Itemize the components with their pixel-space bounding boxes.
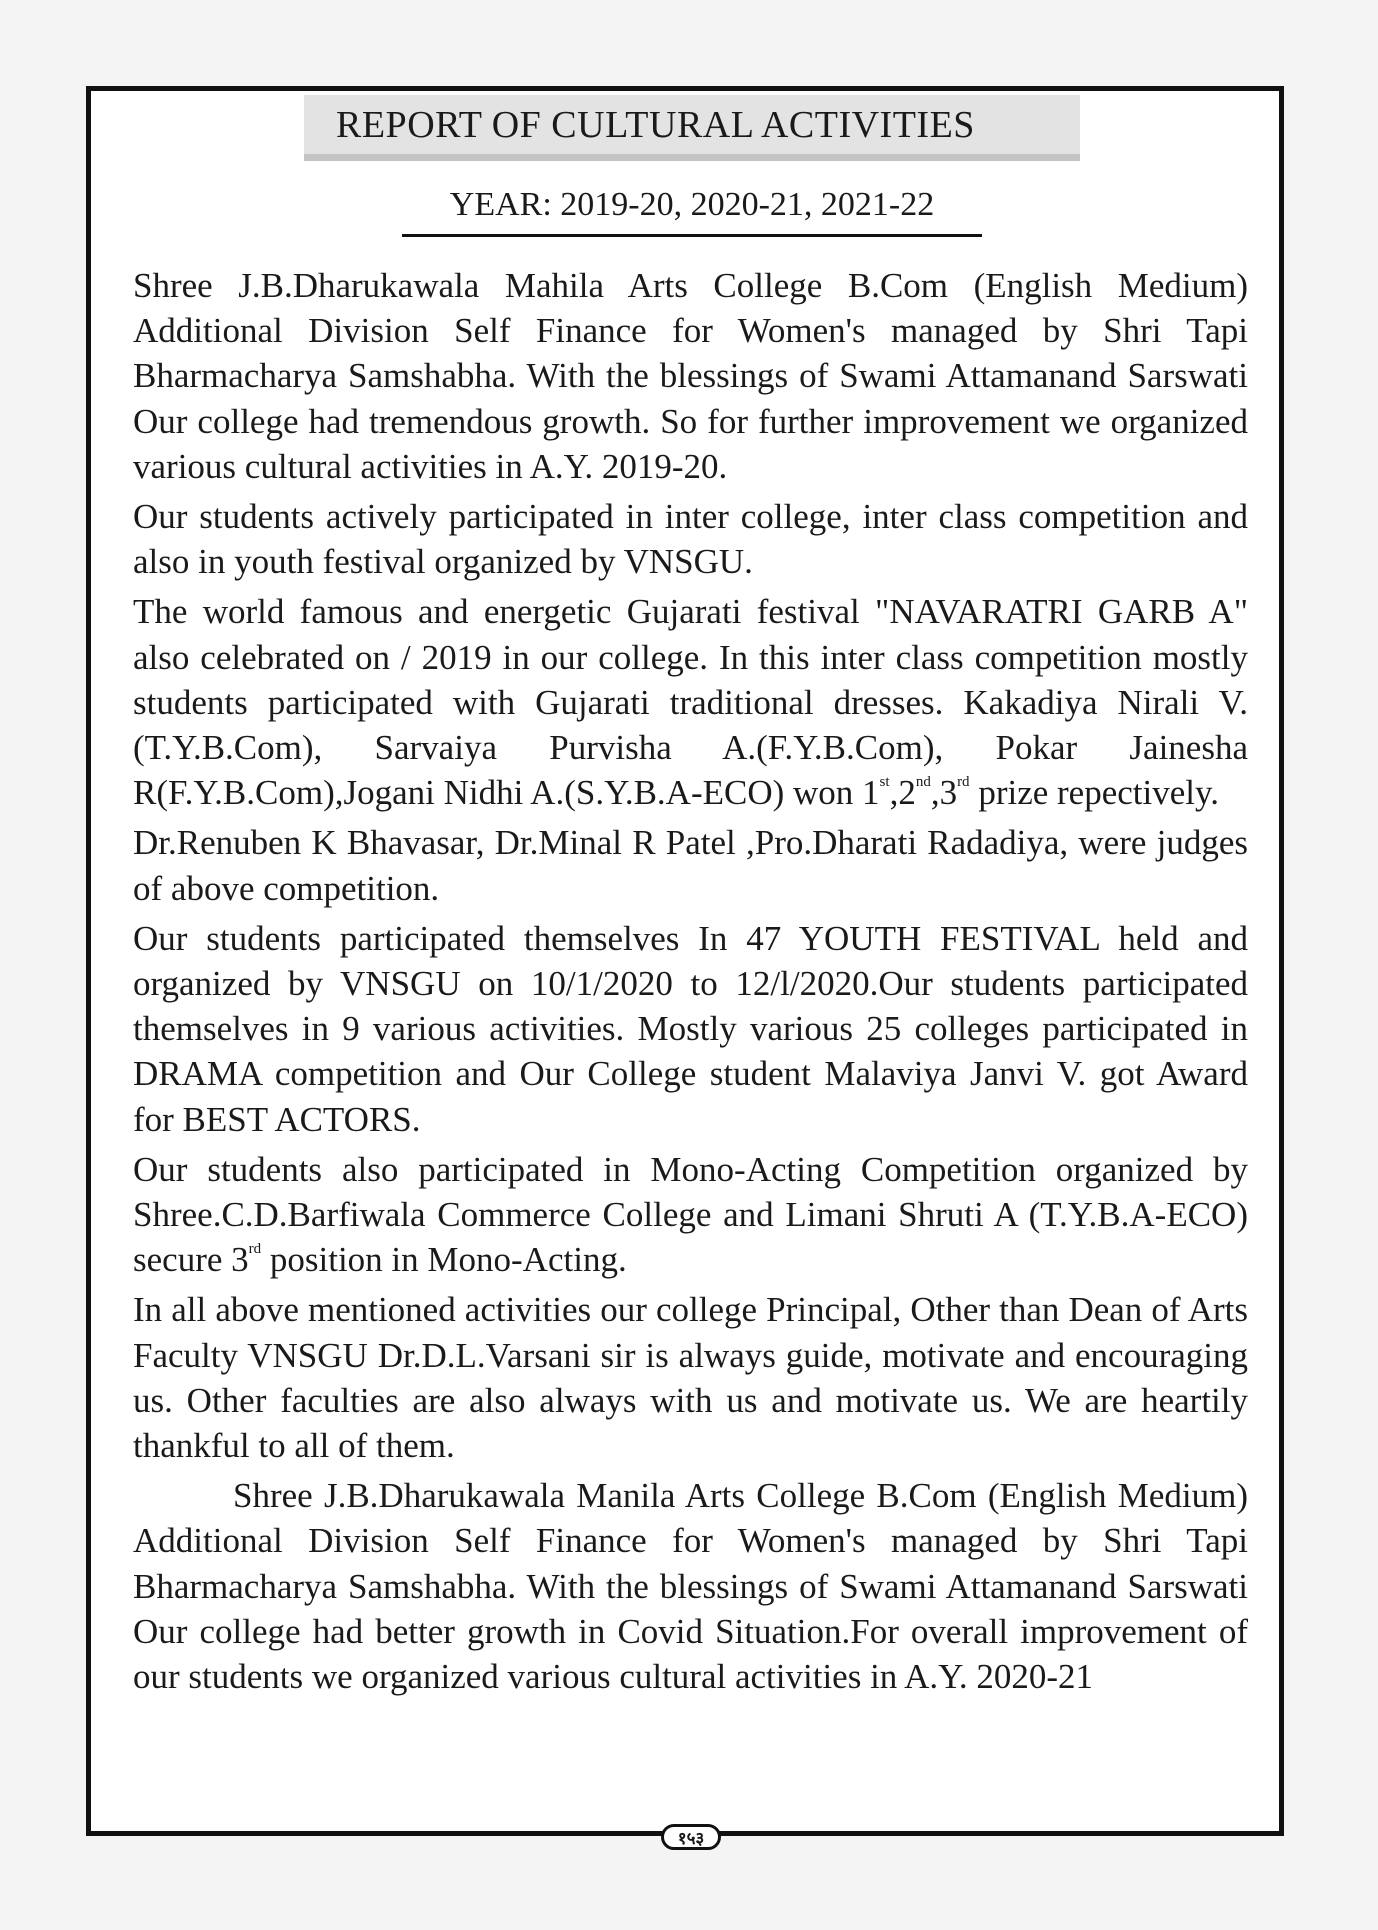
ordinal-third-mono: rd	[248, 1241, 262, 1258]
year-label: YEAR:	[449, 186, 552, 223]
paragraph-judges: Dr.Renuben K Bhavasar, Dr.Minal R Patel ,Pro.Dharati Radadiya, were judges of above competition.	[133, 823, 1248, 908]
report-body	[133, 263, 1248, 1704]
paragraph-intro-2019: Shree J.B.Dharukawala Mahila Arts College B.Com (English Medium) Additional Division Self Finance for Women's managed by Shri Tapi Bharmacharya Samshabha. With the blessings of Swami Attamanand Sarswati Our college had tremendous growth. So for further improvement we organized various cultural activities in A.Y. 2019-20.	[133, 266, 1248, 486]
page-number: १५३	[677, 1828, 705, 1849]
paragraph-participation: Our students actively participated in inter college, inter class competition and also in youth festival organized by VNSGU.	[133, 497, 1248, 582]
paragraph-intro-2020: Shree J.B.Dharukawala Manila Arts College B.Com (English Medium) Additional Division Self Finance for Women's managed by Shri Tapi Bharmacharya Samshabha. With the blessings of Swami Attamanand Sarswati Our college had better growth in Covid Situation.For overall improvement of our students we organized various cultural activities in A.Y. 2020-21	[133, 1476, 1248, 1697]
navaratri-text-c: ,3	[930, 773, 958, 813]
report-title-banner	[304, 95, 1080, 161]
ordinal-third: rd	[957, 774, 970, 791]
page-frame	[86, 86, 1284, 1836]
navaratri-text-d: prize repectively.	[969, 773, 1219, 813]
paragraph-mono-acting	[133, 1147, 1248, 1283]
report-title: REPORT OF CULTURAL ACTIVITIES	[336, 103, 975, 146]
year-heading	[402, 183, 982, 237]
paragraph-acknowledgement: In all above mentioned activities our college Principal, Other than Dean of Arts Faculty VNSGU Dr.D.L.Varsani sir is always guide, motivate and encouraging us. Other faculties are also always with us and motivate us. We are heartily thankful to all of them.	[133, 1290, 1248, 1466]
mono-acting-text-b: position in Mono-Acting.	[261, 1240, 627, 1280]
ordinal-first: st	[879, 774, 890, 791]
paragraph-navaratri	[133, 589, 1248, 815]
navaratri-text-b: ,2	[889, 773, 916, 813]
year-values: 2019-20, 2020-21, 2021-22	[551, 186, 935, 223]
ordinal-second: nd	[915, 774, 931, 791]
mono-acting-text-a: Our students also participated in Mono-Acting Competition organized by Shree.C.D.Barfiwala Commerce College and Limani Shruti A (T.Y.B.A-ECO) secure 3	[133, 1149, 1248, 1280]
page-number-badge	[661, 1824, 721, 1850]
navaratri-text-a: The world famous and energetic Gujarati festival "NAVARATRI GARB A" also celebrated on / 2019 in our college. In this inter class competition mostly students participated with Gujarati traditional dresses. Kakadiya Nirali V. (T.Y.B.Com), Sarvaiya Purvisha A.(F.Y.B.Com), Pokar Jainesha R(F.Y.B.Com),Jogani Nidhi A.(S.Y.B.A-ECO) won 1	[133, 592, 1248, 813]
paragraph-youth-festival: Our students participated themselves In 47 YOUTH FESTIVAL held and organized by VNSGU on 10/1/2020 to 12/l/2020.Our students participated themselves in 9 various activities. Mostly various 25 colleges participated in DRAMA competition and Our College student Malaviya Janvi V. got Award for BEST ACTORS.	[133, 918, 1248, 1139]
